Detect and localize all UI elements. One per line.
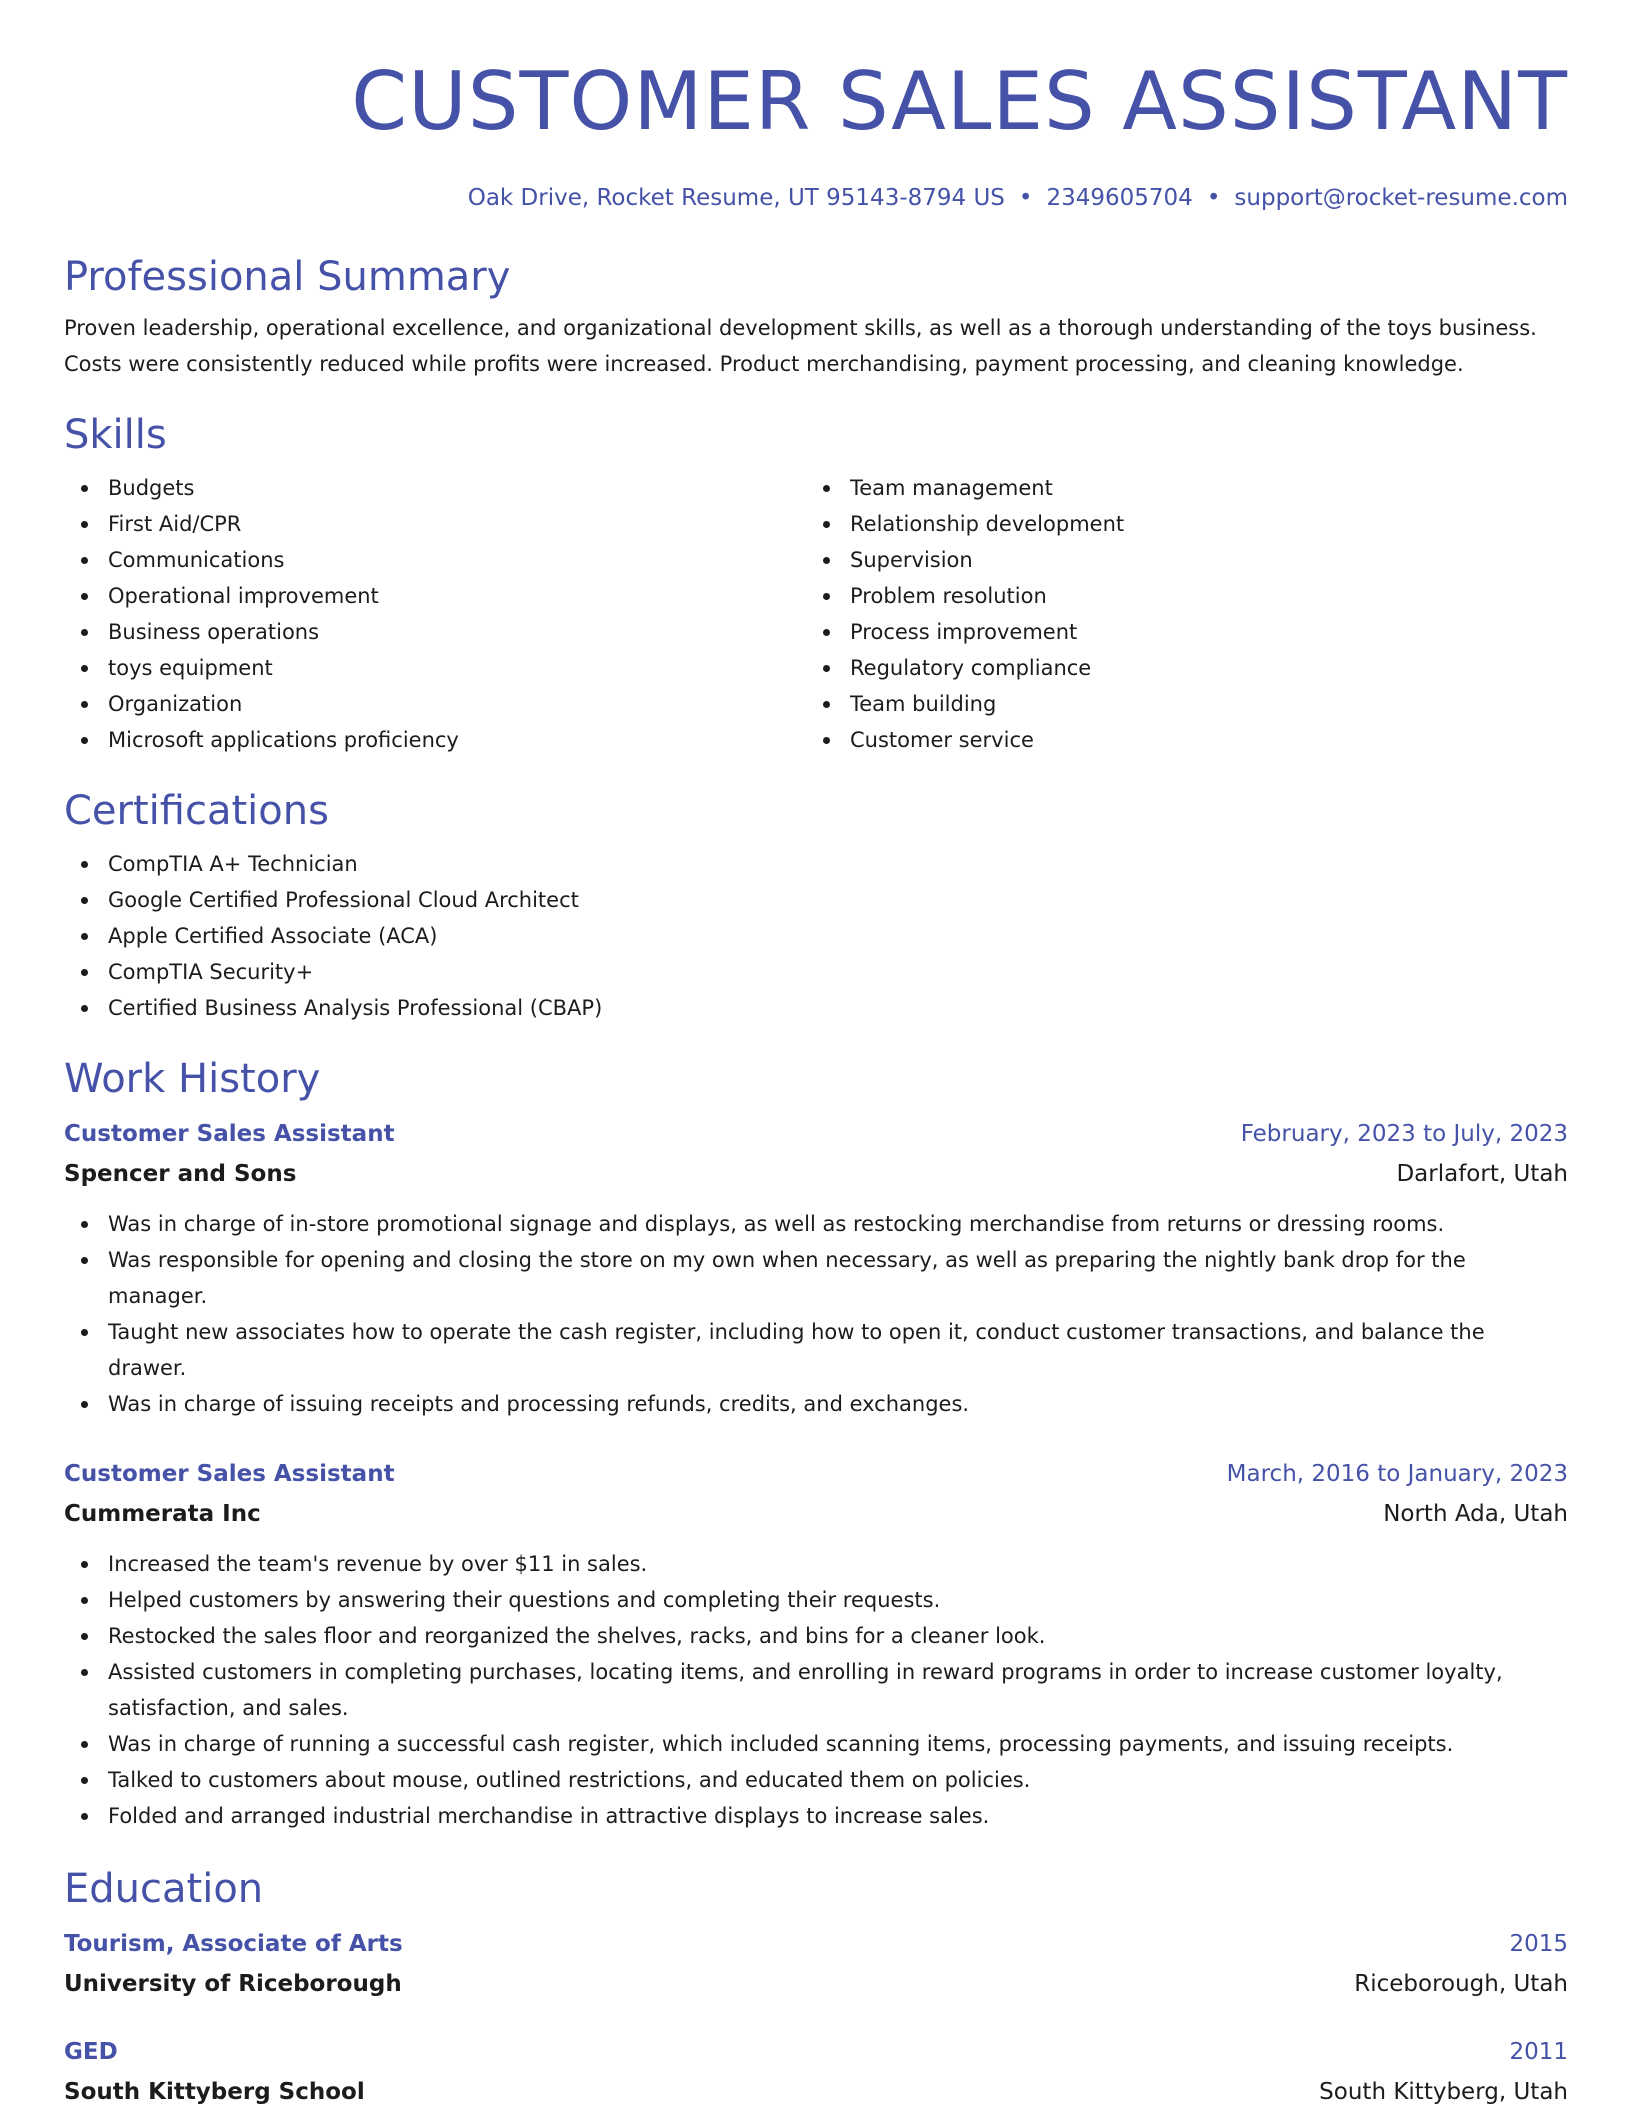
job-duty-item [64, 1654, 1568, 1726]
skill-label: Organization [108, 692, 243, 716]
job-entry [64, 1454, 1568, 1834]
bullet-dot [81, 861, 88, 868]
skill-item [806, 578, 1548, 614]
education-school-row [64, 1964, 1568, 2004]
skills-column-left [64, 470, 806, 758]
contact-phone[interactable]: 2349605704 [1046, 185, 1193, 211]
job-role: Customer Sales Assistant [64, 1121, 395, 1147]
skill-item [64, 542, 806, 578]
bullet-dot [81, 1401, 88, 1408]
bullet-dot [81, 1597, 88, 1604]
skill-label: Regulatory compliance [850, 656, 1092, 680]
education-year: 2015 [1509, 1931, 1568, 1957]
job-location: North Ada, Utah [1383, 1501, 1568, 1527]
skill-label: toys equipment [108, 656, 273, 680]
certification-item [64, 882, 1568, 918]
candidate-name: CUSTOMER SALES ASSISTANT [351, 55, 1568, 148]
bullet-dot [823, 485, 830, 492]
job-duty-item [64, 1762, 1568, 1798]
job-duty-item [64, 1582, 1568, 1618]
summary-text: Proven leadership, operational excellence, and organizational development skills, as well as a thorough understanding of the toys business. Costs were consistently reduced while profits were increased. Product merchandising, payment processing, and cleaning knowledge. [64, 316, 1537, 376]
job-duty-item [64, 1798, 1568, 1834]
job-title-row [64, 1114, 1568, 1154]
skill-item [806, 614, 1548, 650]
certification-item [64, 990, 1568, 1026]
education-heading: Education [64, 1866, 264, 1912]
job-duty-item [64, 1386, 1568, 1422]
contact-address: Oak Drive, Rocket Resume, UT 95143-8794 US [467, 185, 1005, 211]
skill-item [64, 722, 806, 758]
skill-label: Customer service [850, 728, 1034, 752]
bullet-dot [81, 557, 88, 564]
skill-item [806, 650, 1548, 686]
bullet-dot [81, 1741, 88, 1748]
job-duty-item [64, 1546, 1568, 1582]
skill-item [806, 506, 1548, 542]
summary-heading: Professional Summary [64, 254, 511, 300]
skill-label: Budgets [108, 476, 195, 500]
skills-grid [64, 470, 1568, 758]
job-location: Darlafort, Utah [1396, 1161, 1568, 1187]
skill-item [64, 650, 806, 686]
bullet-dot [81, 1329, 88, 1336]
certification-label: Google Certified Professional Cloud Architect [108, 888, 579, 912]
skill-label: Communications [108, 548, 285, 572]
bullet-dot [823, 737, 830, 744]
skills-heading: Skills [64, 412, 167, 458]
bullet-dot [823, 593, 830, 600]
education-degree-row [64, 1924, 1568, 1964]
skill-label: Supervision [850, 548, 973, 572]
job-duty-text: Talked to customers about mouse, outlined restrictions, and educated them on policies. [108, 1768, 1031, 1792]
certifications-list [64, 846, 1568, 1026]
bullet-dot [81, 701, 88, 708]
skill-item [64, 614, 806, 650]
bullet-dot [81, 1221, 88, 1228]
skill-label: Team management [850, 476, 1053, 500]
job-entry [64, 1114, 1568, 1422]
bullet-dot [81, 1005, 88, 1012]
work-history-heading: Work History [64, 1056, 321, 1102]
skill-item [64, 686, 806, 722]
job-duty-text: Was in charge of running a successful cash register, which included scanning items, processing payments, and issuing receipts. [108, 1732, 1454, 1756]
job-duty-item [64, 1206, 1568, 1242]
bullet-dot [81, 593, 88, 600]
education-school-row [64, 2072, 1568, 2112]
skills-list-right [806, 470, 1548, 758]
skill-label: Team building [850, 692, 997, 716]
job-duties-list [64, 1546, 1568, 1834]
skill-label: First Aid/CPR [108, 512, 242, 536]
job-company: Cummerata Inc [64, 1501, 261, 1527]
skill-label: Relationship development [850, 512, 1125, 536]
skills-list-left [64, 470, 806, 758]
skill-item [806, 686, 1548, 722]
education-location: South Kittyberg, Utah [1319, 2079, 1568, 2105]
job-title-row [64, 1454, 1568, 1494]
certification-label: Certified Business Analysis Professional (CBAP) [108, 996, 603, 1020]
contact-separator: • [1206, 185, 1221, 211]
bullet-dot [81, 1669, 88, 1676]
bullet-dot [823, 557, 830, 564]
job-duty-text: Folded and arranged industrial merchandise in attractive displays to increase sales. [108, 1804, 990, 1828]
education-degree: GED [64, 2039, 118, 2065]
bullet-dot [81, 1633, 88, 1640]
job-company: Spencer and Sons [64, 1161, 297, 1187]
bullet-dot [81, 969, 88, 976]
bullet-dot [81, 485, 88, 492]
skill-label: Problem resolution [850, 584, 1047, 608]
job-company-row [64, 1494, 1568, 1534]
bullet-dot [81, 933, 88, 940]
skills-column-right [806, 470, 1548, 758]
job-duty-item [64, 1314, 1568, 1386]
resume-header [64, 0, 1568, 214]
bullet-dot [81, 665, 88, 672]
education-entry [64, 2032, 1568, 2112]
skill-label: Process improvement [850, 620, 1078, 644]
skill-label: Business operations [108, 620, 320, 644]
job-role: Customer Sales Assistant [64, 1461, 395, 1487]
job-duty-text: Was in charge of issuing receipts and processing refunds, credits, and exchanges. [108, 1392, 970, 1416]
certification-item [64, 954, 1568, 990]
certifications-heading: Certifications [64, 788, 329, 834]
bullet-dot [81, 521, 88, 528]
bullet-dot [81, 737, 88, 744]
job-duty-text: Increased the team's revenue by over $11 in sales. [108, 1552, 648, 1576]
bullet-dot [81, 1561, 88, 1568]
education-location: Riceborough, Utah [1354, 1971, 1568, 1997]
job-company-row [64, 1154, 1568, 1194]
contact-separator: • [1018, 185, 1033, 211]
skill-item [64, 578, 806, 614]
education-school: South Kittyberg School [64, 2079, 365, 2105]
job-duty-text: Restocked the sales floor and reorganized the shelves, racks, and bins for a cleaner look. [108, 1624, 1046, 1648]
certification-item [64, 918, 1568, 954]
education-degree-row [64, 2032, 1568, 2072]
bullet-dot [81, 629, 88, 636]
job-duty-text: Was in charge of in-store promotional signage and displays, as well as restocking merchandise from returns or dressing rooms. [108, 1212, 1445, 1236]
bullet-dot [823, 521, 830, 528]
job-duty-item [64, 1618, 1568, 1654]
job-duties-list [64, 1206, 1568, 1422]
skill-label: Operational improvement [108, 584, 379, 608]
skill-item [806, 470, 1548, 506]
skill-item [64, 506, 806, 542]
skill-item [806, 722, 1548, 758]
skill-item [806, 542, 1548, 578]
bullet-dot [81, 1813, 88, 1820]
job-duty-text: Helped customers by answering their questions and completing their requests. [108, 1588, 941, 1612]
contact-line [64, 182, 1568, 214]
education-entry [64, 1924, 1568, 2004]
certification-label: CompTIA A+ Technician [108, 852, 358, 876]
education-degree: Tourism, Associate of Arts [64, 1931, 403, 1957]
certification-label: CompTIA Security+ [108, 960, 314, 984]
contact-email[interactable]: support@rocket-resume.com [1234, 185, 1568, 211]
certification-item [64, 846, 1568, 882]
bullet-dot [81, 1777, 88, 1784]
skill-item [64, 470, 806, 506]
education-school: University of Riceborough [64, 1971, 402, 1997]
job-dates: February, 2023 to July, 2023 [1240, 1121, 1568, 1147]
job-duty-text: Taught new associates how to operate the cash register, including how to open it, conduct customer transactions, and balance the drawer. [108, 1320, 1485, 1380]
job-dates: March, 2016 to January, 2023 [1226, 1461, 1568, 1487]
bullet-dot [81, 897, 88, 904]
bullet-dot [823, 701, 830, 708]
job-duty-item [64, 1242, 1568, 1314]
education-year: 2011 [1509, 2039, 1568, 2065]
job-duty-text: Was responsible for opening and closing the store on my own when necessary, as well as preparing the nightly bank drop for the manager. [108, 1248, 1466, 1308]
skill-label: Microsoft applications proficiency [108, 728, 459, 752]
job-duty-text: Assisted customers in completing purchases, locating items, and enrolling in reward programs in order to increase customer loyalty, satisfaction, and sales. [108, 1660, 1503, 1720]
bullet-dot [823, 665, 830, 672]
bullet-dot [823, 629, 830, 636]
job-duty-item [64, 1726, 1568, 1762]
certification-label: Apple Certified Associate (ACA) [108, 924, 438, 948]
bullet-dot [81, 1257, 88, 1264]
